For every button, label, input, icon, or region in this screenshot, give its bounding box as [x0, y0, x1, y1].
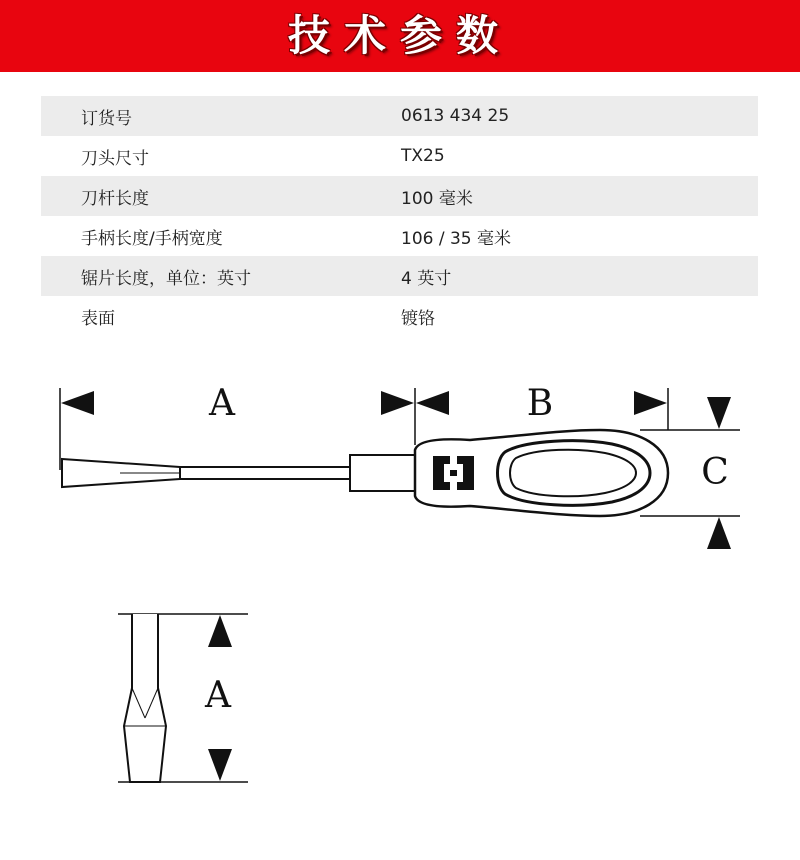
spec-row: [41, 96, 758, 136]
arrow-c-top-icon: [707, 397, 731, 429]
arrow-c-bottom-icon: [707, 517, 731, 549]
spec-row: [41, 256, 758, 296]
spec-value: 106 / 35 毫米: [401, 228, 512, 249]
arrow-tip-top-icon: [208, 615, 232, 647]
spec-table: [41, 96, 758, 336]
screwdriver-shaft: [62, 455, 415, 491]
dimension-label-c: C: [701, 452, 729, 493]
spec-value: 4 英寸: [401, 268, 452, 289]
spec-row: [41, 296, 758, 336]
dimension-label-b: B: [526, 383, 554, 424]
spec-label: 刀杆长度: [81, 188, 149, 209]
screwdriver-diagram: [0, 360, 800, 850]
spec-row: [41, 176, 758, 216]
arrow-a-right-icon: [381, 391, 414, 415]
spec-value: 100 毫米: [401, 188, 473, 209]
title-banner: [0, 0, 800, 72]
spec-label: 刀头尺寸: [81, 148, 149, 169]
arrow-tip-bottom-icon: [208, 749, 232, 781]
spec-row: [41, 136, 758, 176]
arrow-b-left-icon: [416, 391, 449, 415]
arrow-a-left-icon: [61, 391, 94, 415]
spec-value: TX25: [401, 146, 445, 166]
tip-view-blade: [124, 614, 166, 782]
spec-label: 订货号: [81, 108, 132, 129]
tip-dimension-label-a: A: [205, 675, 231, 716]
spec-value: 镀铬: [401, 308, 435, 329]
arrow-b-right-icon: [634, 391, 667, 415]
dimension-label-a: A: [209, 383, 235, 424]
spec-label: 表面: [81, 308, 115, 329]
spec-label: 手柄长度/手柄宽度: [81, 228, 223, 249]
spec-value: 0613 434 25: [401, 106, 510, 126]
spec-label: 锯片长度，单位：英寸: [81, 268, 251, 289]
spec-row: [41, 216, 758, 256]
page-title: 技术参数: [287, 11, 512, 60]
